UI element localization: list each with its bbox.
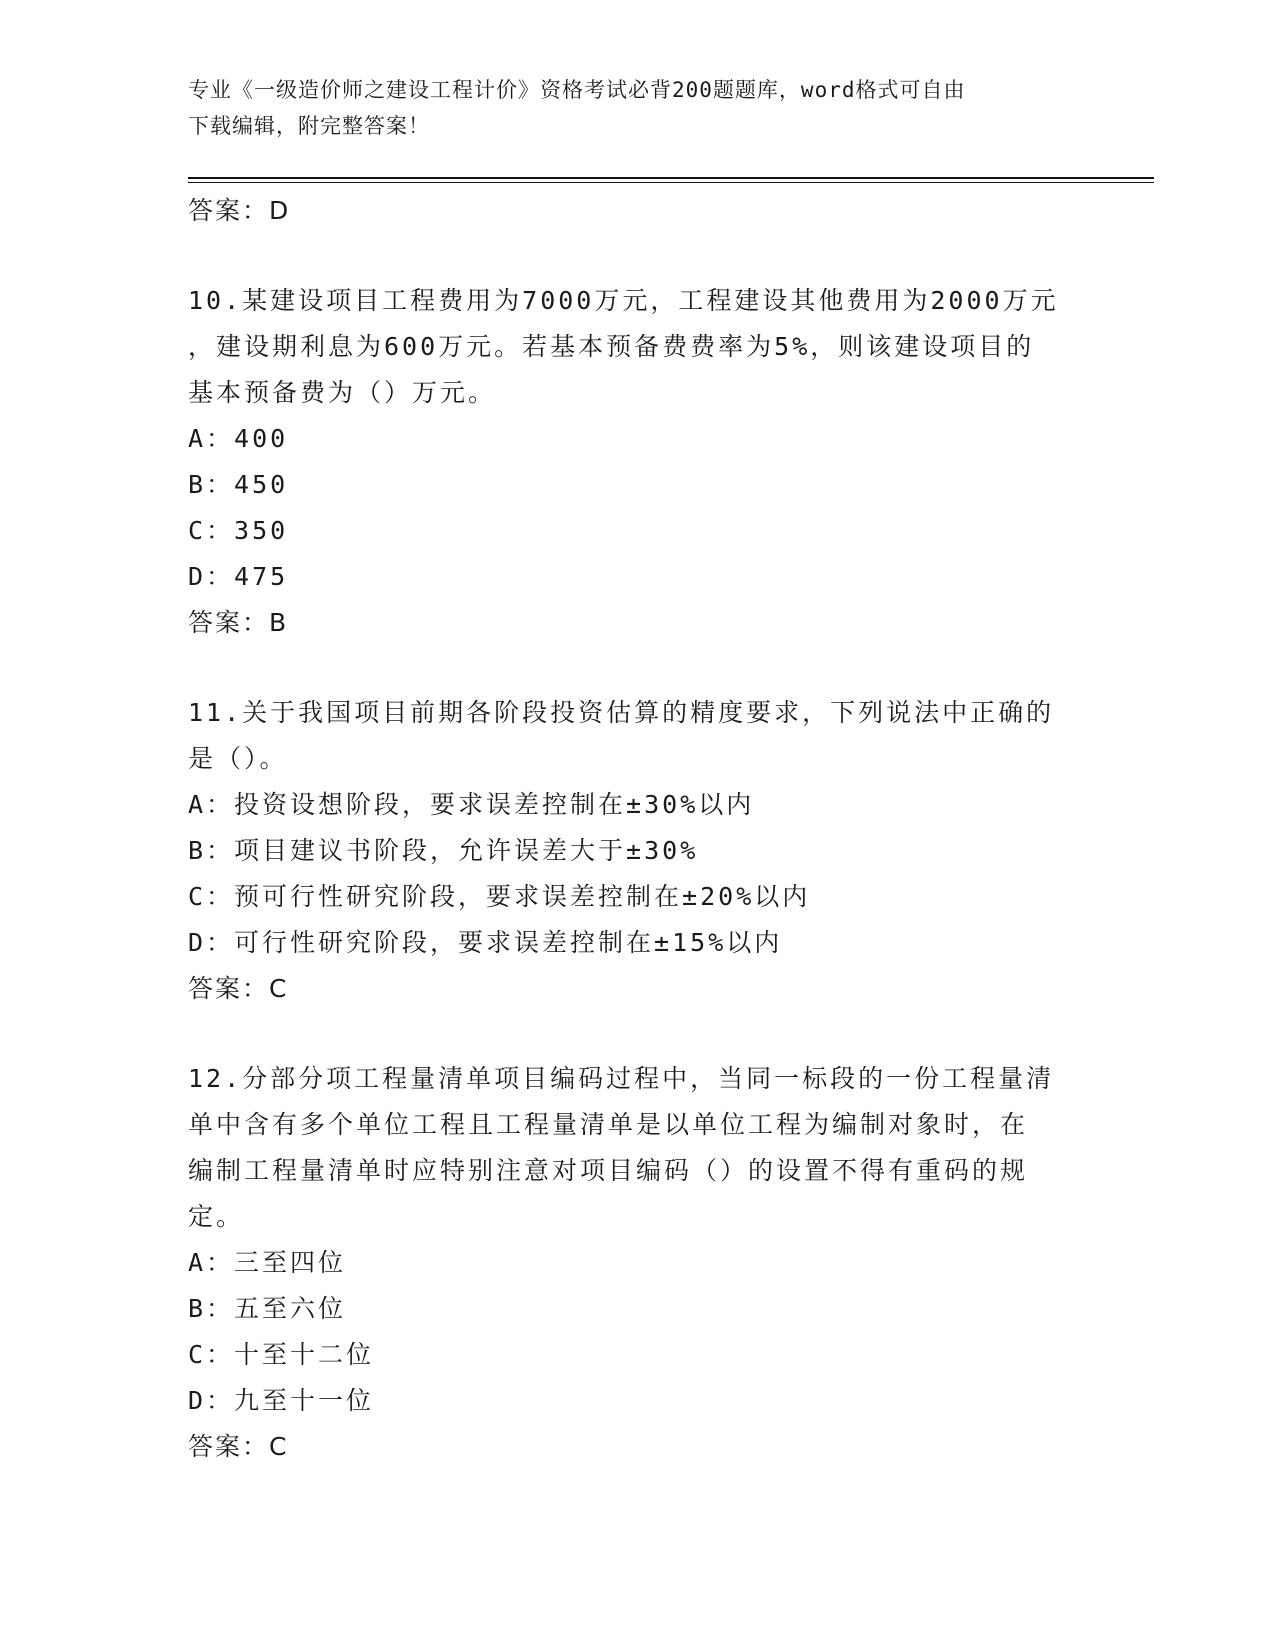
spacer: [188, 234, 1088, 278]
question-stem-line: ，建设期利息为600万元。若基本预备费费率为5%，则该建设项目的: [188, 332, 1035, 361]
option-a: A：三至四位: [188, 1248, 347, 1277]
question-stem-line: 编制工程量清单时应特别注意对项目编码（）的设置不得有重码的规: [188, 1156, 1029, 1185]
document-header: [188, 72, 1088, 144]
option-c: C：十至十二位: [188, 1340, 375, 1369]
question-stem-line: 基本预备费为（）万元。: [188, 378, 497, 407]
option-d: D：九至十一位: [188, 1386, 375, 1415]
answer-line: 答案：C: [188, 1432, 289, 1461]
option-c: C：350: [188, 516, 289, 545]
option-a: A：投资设想阶段，要求误差控制在±30%以内: [188, 790, 755, 819]
header-divider-thick: [188, 177, 1154, 179]
previous-answer: 答案：D: [188, 196, 291, 225]
option-a: A：400: [188, 424, 289, 453]
question-stem-line: 12.分部分项工程量清单项目编码过程中，当同一标段的一份工程量清: [188, 1064, 1055, 1093]
question-10: [188, 278, 1088, 646]
question-list: [188, 188, 1088, 1470]
spacer: [188, 646, 1088, 690]
question-stem-line: 是（）。: [188, 744, 288, 773]
option-b: B：项目建议书阶段，允许误差大于±30%: [188, 836, 699, 865]
option-b: B：五至六位: [188, 1294, 347, 1323]
option-d: D：475: [188, 562, 289, 591]
question-12: [188, 1056, 1088, 1470]
header-line-1: 专业《一级造价师之建设工程计价》资格考试必背200题题库，word格式可自由: [188, 78, 966, 102]
question-11: [188, 690, 1088, 1012]
answer-line: 答案：B: [188, 608, 289, 637]
answer-line: 答案：C: [188, 974, 289, 1003]
option-c: C：预可行性研究阶段，要求误差控制在±20%以内: [188, 882, 811, 911]
header-line-2: 下载编辑，附完整答案！: [188, 114, 430, 138]
question-stem-line: 11.关于我国项目前期各阶段投资估算的精度要求，下列说法中正确的: [188, 698, 1055, 727]
question-stem-line: 10.某建设项目工程费用为7000万元，工程建设其他费用为2000万元: [188, 286, 1059, 315]
option-b: B：450: [188, 470, 289, 499]
header-divider-thin: [188, 182, 1154, 183]
option-d: D：可行性研究阶段，要求误差控制在±15%以内: [188, 928, 783, 957]
question-stem-line: 单中含有多个单位工程且工程量清单是以单位工程为编制对象时，在: [188, 1110, 1029, 1139]
question-stem-line: 定。: [188, 1202, 245, 1231]
spacer: [188, 1012, 1088, 1056]
